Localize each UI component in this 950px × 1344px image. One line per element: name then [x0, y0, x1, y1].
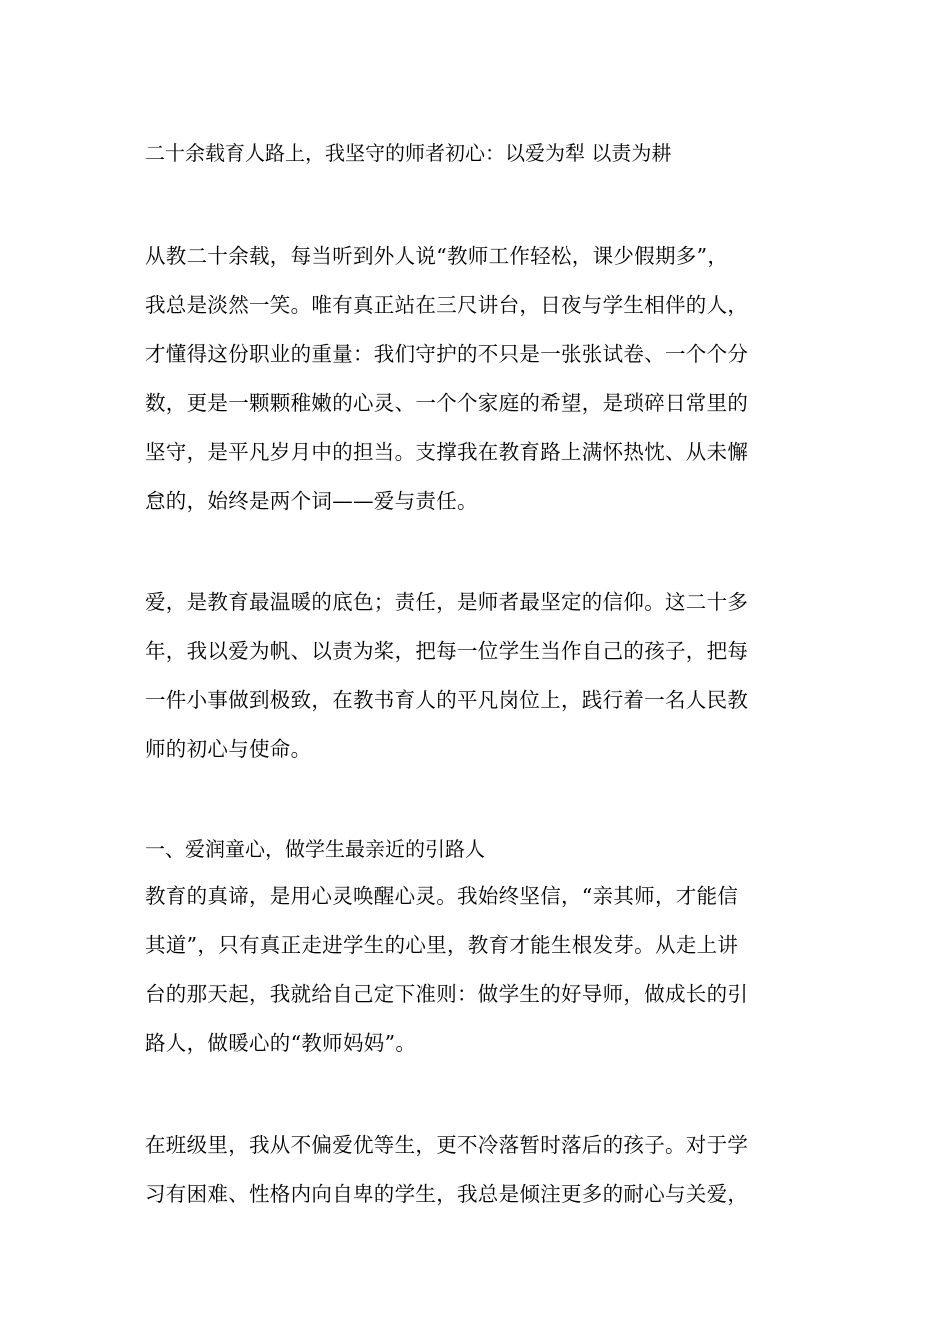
paragraph-1	[145, 232, 807, 526]
section-heading: 一、爱润童心，做学生最亲近的引路人	[145, 837, 485, 861]
paragraph-line: 数，更是一颗颗稚嫩的心灵、一个个家庭的希望，是琐碎日常里的	[145, 391, 749, 415]
paragraph-line: 坚守，是平凡岁月中的担当。支撑我在教育路上满怀热忱、从未懈	[145, 440, 749, 464]
paragraph-line: 教育的真谛，是用心灵唤醒心灵。我始终坚信，“亲其师，才能信	[145, 884, 739, 908]
paragraph-line: 从教二十余载，每当听到外人说“教师工作轻松，课少假期多”，	[145, 244, 729, 268]
paragraph-line: 才懂得这份职业的重量：我们守护的不只是一张张试卷、一个个分	[145, 342, 749, 366]
paragraph-4	[145, 1121, 807, 1219]
paragraph-line: 习有困难、性格内向自卑的学生，我总是倾注更多的耐心与关爱，	[145, 1182, 749, 1206]
document-title: 二十余载育人路上，我坚守的师者初心：以爱为犁 以责为耕	[145, 141, 672, 165]
paragraph-line: 爱，是教育最温暖的底色；责任，是师者最坚定的信仰。这二十多	[145, 590, 749, 614]
paragraph-line: 年，我以爱为帆、以责为桨，把每一位学生当作自己的孩子，把每	[145, 639, 749, 663]
paragraph-line: 在班级里，我从不偏爱优等生，更不冷落暂时落后的孩子。对于学	[145, 1133, 749, 1157]
paragraph-line: 我总是淡然一笑。唯有真正站在三尺讲台，日夜与学生相伴的人，	[145, 293, 749, 317]
paragraph-line: 怠的，始终是两个词——爱与责任。	[145, 489, 478, 513]
paragraph-line: 师的初心与使命。	[145, 737, 312, 761]
paragraph-line: 其道”，只有真正走进学生的心里，教育才能生根发芽。从走上讲	[145, 933, 739, 957]
paragraph-line: 台的那天起，我就给自己定下准则：做学生的好导师，做成长的引	[145, 982, 749, 1006]
paragraph-line: 一件小事做到极致，在教书育人的平凡岗位上，践行着一名人民教	[145, 688, 749, 712]
paragraph-line: 路人，做暖心的“教师妈妈”。	[145, 1031, 417, 1055]
paragraph-3	[145, 872, 807, 1068]
paragraph-2	[145, 578, 807, 774]
